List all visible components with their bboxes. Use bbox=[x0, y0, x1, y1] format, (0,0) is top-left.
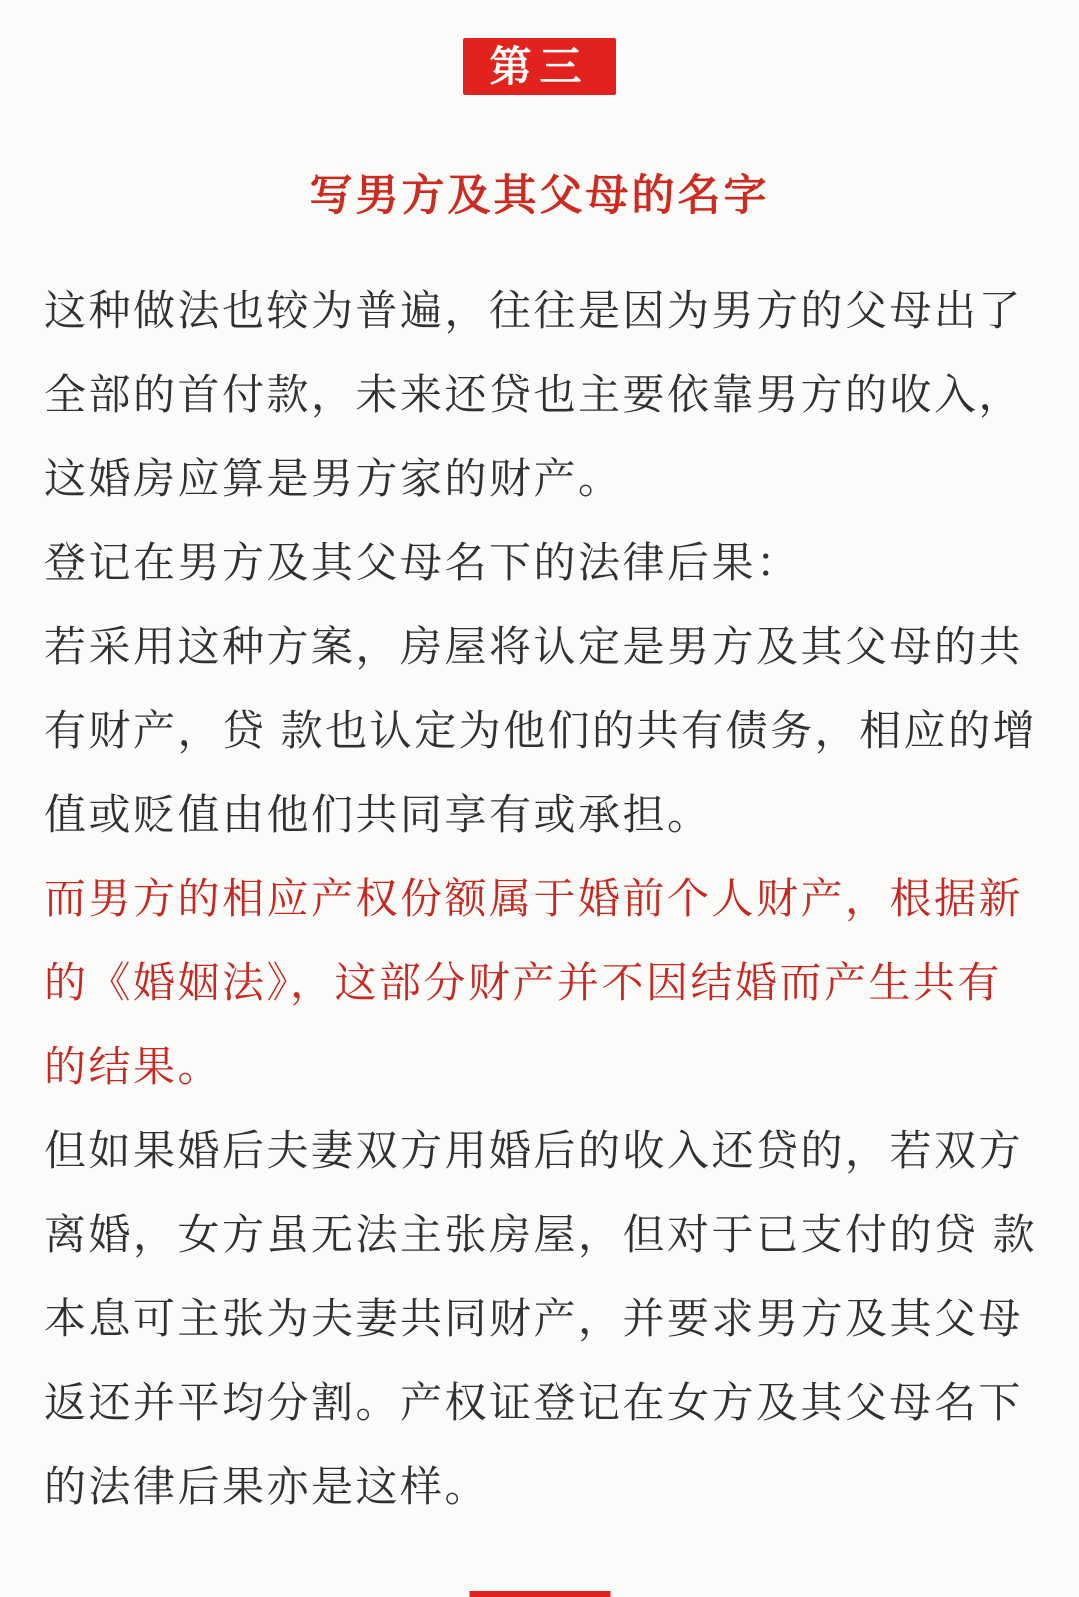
section-badge: 第三 bbox=[463, 38, 615, 95]
text-line: 登记在男方及其父母名下的法律后果： bbox=[44, 538, 801, 586]
text-line: 若采用这种方案，房屋将认定是男方及其父母的共 bbox=[44, 622, 1024, 670]
text-line: 但如果婚后夫妻双方用婚后的收入还贷的，若双方 bbox=[44, 1126, 1024, 1174]
article-body bbox=[44, 269, 1038, 1529]
next-section-badge-partial bbox=[469, 1591, 610, 1597]
text-line: 的法律后果亦是这样。 bbox=[44, 1462, 490, 1510]
text-line: 这婚房应算是男方家的财产。 bbox=[44, 454, 623, 502]
text-line: 全部的首付款，未来还贷也主要依靠男方的收入， bbox=[44, 370, 1024, 418]
text-line: 返还并平均分割。产权证登记在女方及其父母名下 bbox=[44, 1378, 1024, 1426]
text-line: 而男方的相应产权份额属于婚前个人财产，根据新 bbox=[44, 874, 1024, 922]
text-line: 离婚，女方虽无法主张房屋，但对于已支付的贷 款 bbox=[44, 1210, 1038, 1258]
text-line: 值或贬值由他们共同享有或承担。 bbox=[44, 790, 712, 838]
text-line: 的结果。 bbox=[44, 1042, 223, 1090]
text-line: 本息可主张为夫妻共同财产，并要求男方及其父母 bbox=[44, 1294, 1024, 1342]
section-title: 写男方及其父母的名字 bbox=[309, 172, 770, 220]
text-line: 这种做法也较为普遍，往往是因为男方的父母出了 bbox=[44, 286, 1024, 334]
text-line: 的《婚姻法》，这部分财产并不因结婚而产生共有 bbox=[44, 958, 1003, 1006]
section-badge-row bbox=[0, 0, 1079, 95]
text-line: 有财产，贷 款也认定为他们的共有债务，相应的增 bbox=[44, 706, 1038, 754]
